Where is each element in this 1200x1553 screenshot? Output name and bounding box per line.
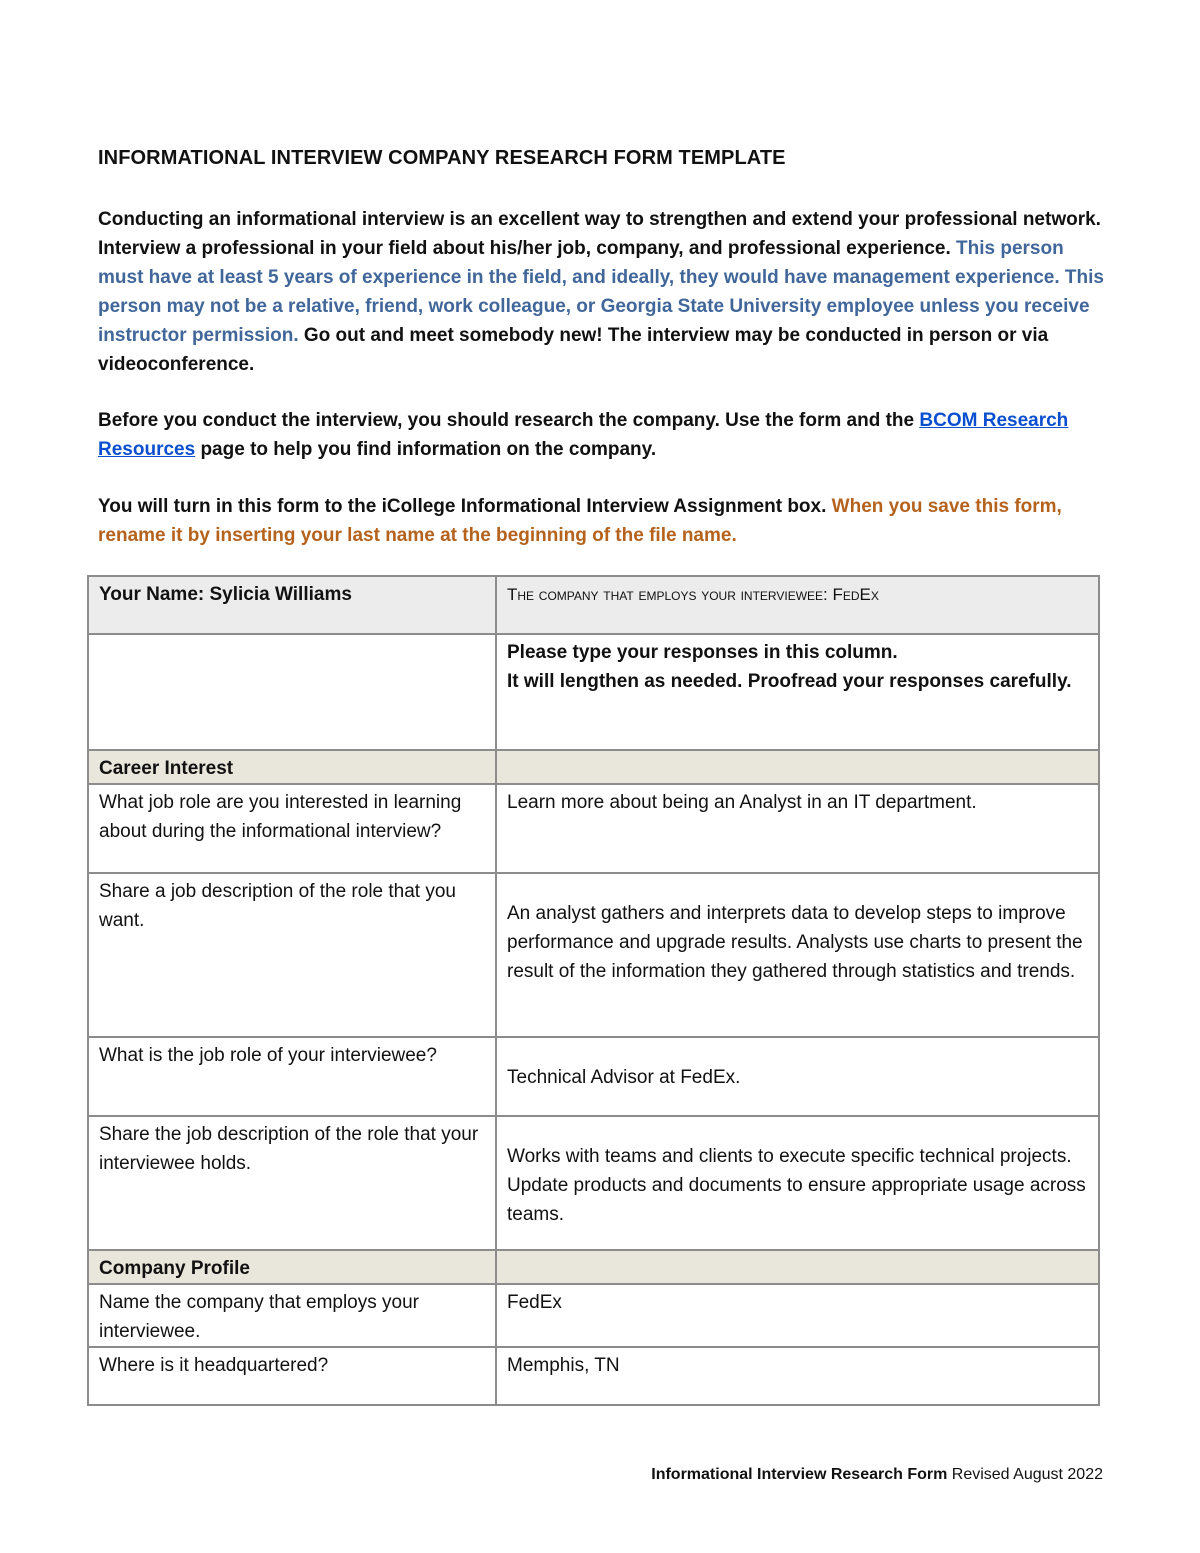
question-cell: What job role are you interested in learning about during the informational interview? — [88, 784, 496, 873]
research-paragraph — [98, 406, 1108, 464]
section-heading-career: Career Interest — [88, 750, 496, 784]
instructions-line-2: It will lengthen as needed. Proofread your responses carefully. — [507, 671, 1072, 692]
intro-closing-text: Go out and meet somebody new! The interview may be conducted in person or via videoconference. — [98, 325, 1049, 375]
intro-requirements-text: This person must have at least 5 years of experience in the field, and ideally, they would have management experience. This person may not be a relative, friend, work colleague, or Georgia State University employee unless you receive instructor permission. — [98, 238, 1104, 346]
answer-cell[interactable] — [496, 1037, 1099, 1116]
student-name-cell[interactable]: Your Name: Sylicia Williams — [88, 576, 496, 634]
form-row — [88, 1347, 1099, 1405]
instructions-row — [88, 634, 1099, 750]
section-heading-company: Company Profile — [88, 1250, 496, 1284]
question-cell: Share the job description of the role that your interviewee holds. — [88, 1116, 496, 1250]
form-row — [88, 1116, 1099, 1250]
form-row — [88, 1037, 1099, 1116]
form-row — [88, 1284, 1099, 1347]
submission-text: You will turn in this form to the iCollege Informational Interview Assignment box. — [98, 496, 832, 517]
answer-cell[interactable] — [496, 1116, 1099, 1250]
instructions-empty-cell — [88, 634, 496, 750]
intro-text: Conducting an informational interview is an excellent way to strengthen and extend your professional network. Interview a professional in your field about his/her job, company, and professional experience. — [98, 209, 1101, 259]
footer-revision: Revised August 2022 — [947, 1466, 1103, 1483]
research-form-table — [87, 575, 1100, 1406]
question-cell: Share a job description of the role that you want. — [88, 873, 496, 1037]
footer-title: Informational Interview Research Form — [651, 1466, 948, 1483]
answer-cell[interactable]: Memphis, TN — [496, 1347, 1099, 1405]
question-cell: What is the job role of your interviewee? — [88, 1037, 496, 1116]
question-cell: Where is it headquartered? — [88, 1347, 496, 1405]
interviewee-company-cell[interactable]: The company that employs your interviewee: FedEx — [496, 576, 1099, 634]
answer-cell[interactable]: Learn more about being an Analyst in an IT department. — [496, 784, 1099, 873]
answer-text: An analyst gathers and interprets data to develop steps to improve performance and upgrade results. Analysts use charts to present the result of the information they gathered through statistics and trends. — [507, 903, 1083, 982]
form-row — [88, 784, 1099, 873]
research-text-after: page to help you find information on the company. — [195, 439, 657, 460]
answer-cell[interactable] — [496, 873, 1099, 1037]
form-header-row — [88, 576, 1099, 634]
bcom-research-resources-link[interactable]: BCOM Research Resources — [98, 410, 1069, 460]
question-cell: Name the company that employs your interviewee. — [88, 1284, 496, 1347]
instructions-line-1: Please type your responses in this column. — [507, 642, 898, 663]
section-row-career — [88, 750, 1099, 784]
page-footer — [651, 1466, 1103, 1484]
section-empty-cell — [496, 1250, 1099, 1284]
instructions-cell — [496, 634, 1099, 750]
research-text: Before you conduct the interview, you should research the company. Use the form and the — [98, 410, 920, 431]
answer-text: Technical Advisor at FedEx. — [507, 1067, 741, 1088]
intro-paragraph — [98, 205, 1108, 379]
submission-rename-note: When you save this form, rename it by inserting your last name at the beginning of the file name. — [98, 496, 1062, 546]
answer-cell[interactable]: FedEx — [496, 1284, 1099, 1347]
section-empty-cell — [496, 750, 1099, 784]
section-row-company — [88, 1250, 1099, 1284]
page-title: INFORMATIONAL INTERVIEW COMPANY RESEARCH FORM TEMPLATE — [98, 147, 786, 169]
form-row — [88, 873, 1099, 1037]
submission-paragraph — [98, 492, 1108, 550]
answer-text: Works with teams and clients to execute specific technical projects. Update products and documents to ensure appropriate usage across teams. — [507, 1146, 1086, 1225]
